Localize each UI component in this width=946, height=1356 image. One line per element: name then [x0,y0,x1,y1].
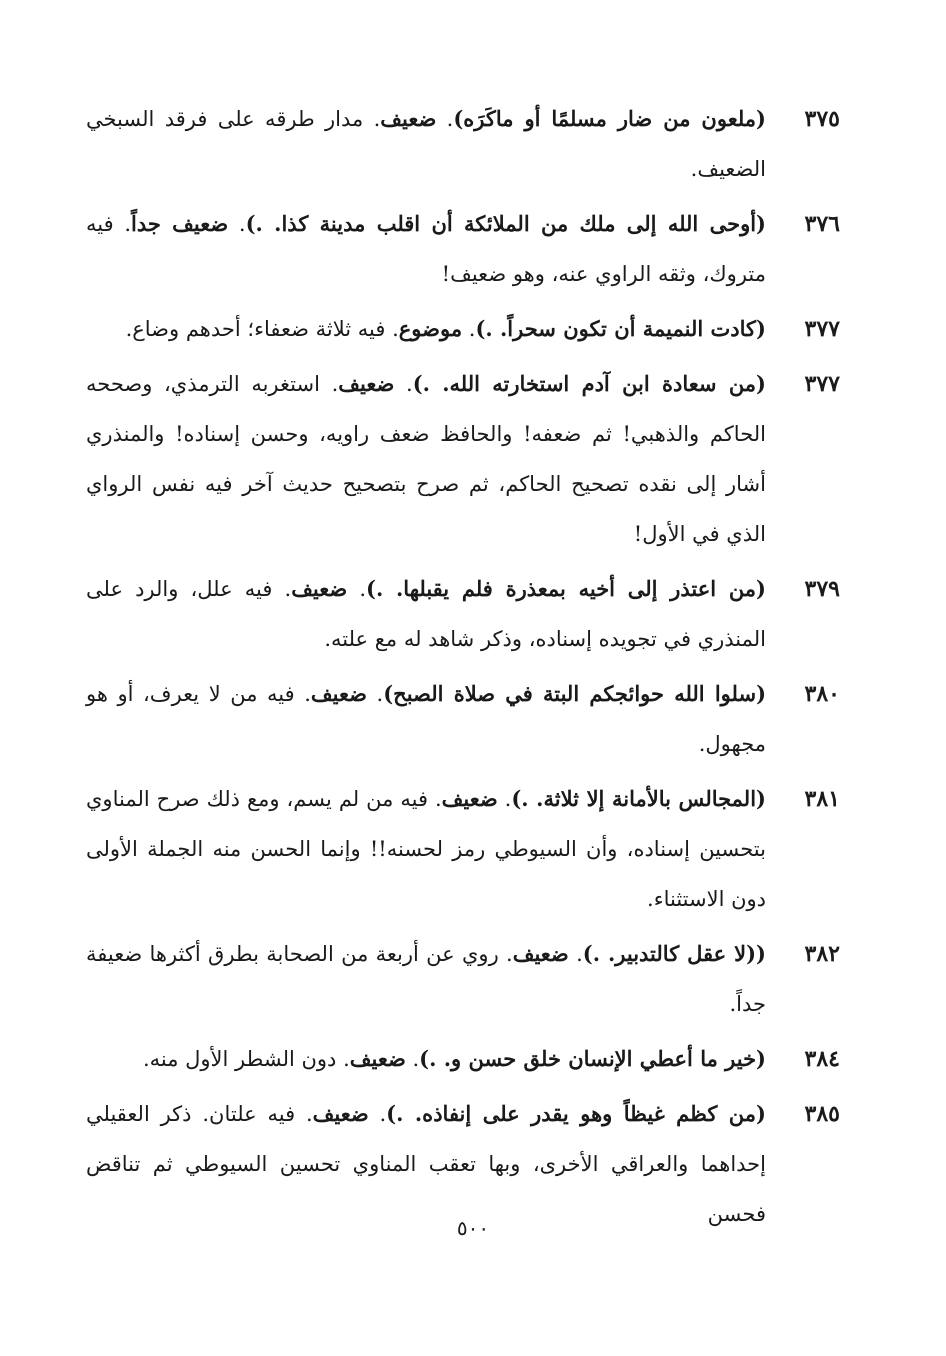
hadith-note: مدار طرقه على فرقد السبخي الضعيف. [86,107,766,181]
hadith-text: (من اعتذر إلى أخيه بمعذرة فلم يقبلها. .) [366,576,766,601]
entry-379: ٣٧٩ (من اعتذر إلى أخيه بمعذرة فلم يقبلها. .). ضعيف. فيه علل، والرد على المنذري في تجويده إسناده، وذكر شاهد له مع علته. [86,564,840,664]
hadith-note: فيه علل، والرد على المنذري في تجويده إسناده، وذكر شاهد له مع علته. [86,577,766,651]
entry-375: ٣٧٥ (ملعون من ضار مسلمًا أو ماكَرَه). ضعيف. مدار طرقه على فرقد السبخي الضعيف. [86,94,840,194]
entry-number: ٣٧٥ [804,106,840,132]
page-number: ٥٠٠ [456,1216,490,1240]
hadith-note: فيه علتان. ذكر العقيلي إحداهما والعراقي الأخرى، وبها تعقب المناوي تحسين السيوطي ثم تناقض فحسن [86,1102,766,1226]
hadith-text: (من كظم غيظاً وهو يقدر على إنفاذه. .) [386,1101,766,1126]
hadith-note: فيه من لم يسم، ومع ذلك صرح المناوي بتحسين إسناده، وأن السيوطي رمز لحسنه!! وإنما الحسن منه الجملة الأولى دون الاستثناء. [86,787,766,911]
hadith-text: ((لا عقل كالتدبير. .) [582,941,766,966]
hadith-grade: ضعيف [349,1046,406,1071]
entry-384: ٣٨٤ (خير ما أعطي الإنسان خلق حسن و. .). ضعيف. دون الشطر الأول منه. [86,1034,840,1084]
hadith-grade: ضعيف [441,786,498,811]
hadith-text: (خير ما أعطي الإنسان خلق حسن و. .) [419,1046,766,1071]
entry-number: ٣٧٩ [804,576,840,602]
hadith-text: (المجالس بالأمانة إلا ثلاثة. .) [511,786,766,811]
document-page [86,94,840,1244]
entry-number: ٣٨٥ [804,1101,840,1127]
hadith-grade: ضعيف [310,681,367,706]
entry-385: ٣٨٥ (من كظم غيظاً وهو يقدر على إنفاذه. .). ضعيف. فيه علتان. ذكر العقيلي إحداهما والعراقي الأخرى، وبها تعقب المناوي تحسين السيوطي ثم تناقض فحسن [86,1089,840,1239]
hadith-note: دون الشطر الأول منه. [142,1047,337,1071]
entry-381: ٣٨١ (المجالس بالأمانة إلا ثلاثة. .). ضعيف. فيه من لم يسم، ومع ذلك صرح المناوي بتحسين إسناده، وأن السيوطي رمز لحسنه!! وإنما الحسن منه الجملة الأولى دون الاستثناء. [86,774,840,924]
hadith-text: (ملعون من ضار مسلمًا أو ماكَرَه) [453,106,766,131]
hadith-note: فيه ثلاثة ضعفاء؛ أحدهم وضاع. [125,317,386,341]
hadith-text: (أوحى الله إلى ملك من الملائكة أن اقلب مدينة كذا. .) [245,211,766,236]
hadith-grade: ضعيف [291,576,348,601]
hadith-note: روي عن أربعة من الصحابة بطرق أكثرها ضعيفة جداً. [86,942,766,1016]
entry-377a: ٣٧٧ (كادت النميمة أن تكون سحراً. .). موضوع. فيه ثلاثة ضعفاء؛ أحدهم وضاع. [86,304,840,354]
hadith-text: (سلوا الله حوائجكم البتة في صلاة الصبح) [383,681,767,706]
entry-number: ٣٧٧ [804,371,840,397]
hadith-grade: موضوع [398,316,463,341]
entry-377b: ٣٧٧ (من سعادة ابن آدم استخارته الله. .). ضعيف. استغربه الترمذي، وصححه الحاكم والذهبي! ثم ضعفه! والحافظ ضعف راويه، وحسن إسناده! والمنذري أشار إلى نقده تصحيح الحاكم، ثم صرح بتصحيح حديث آخر فيه نفس الرواي الذي في الأول! [86,359,840,559]
hadith-grade: ضعيف [512,941,569,966]
hadith-note: فيه من لا يعرف، أو هو مجهول. [86,682,766,756]
entry-number: ٣٨٤ [804,1046,840,1072]
entry-number: ٣٧٦ [804,211,840,237]
hadith-grade: ضعيف [312,1101,369,1126]
hadith-text: (كادت النميمة أن تكون سحراً. .) [475,316,766,341]
entry-number: ٣٨١ [804,786,840,812]
hadith-note: استغربه الترمذي، وصححه الحاكم والذهبي! ثم ضعفه! والحافظ ضعف راويه، وحسن إسناده! والمنذري أشار إلى نقده تصحيح الحاكم، ثم صرح بتصحيح حديث آخر فيه نفس الرواي الذي في الأول! [86,372,766,546]
entry-380: ٣٨٠ (سلوا الله حوائجكم البتة في صلاة الصبح). ضعيف. فيه من لا يعرف، أو هو مجهول. [86,669,840,769]
hadith-note: فيه متروك، وثقه الراوي عنه، وهو ضعيف! [86,212,766,286]
entry-382: ٣٨٢ ((لا عقل كالتدبير. .). ضعيف. روي عن أربعة من الصحابة بطرق أكثرها ضعيفة جداً. [86,929,840,1029]
hadith-grade: ضعيف جداً [131,211,229,236]
entry-376: ٣٧٦ (أوحى الله إلى ملك من الملائكة أن اقلب مدينة كذا. .). ضعيف جداً. فيه متروك، وثقه الراوي عنه، وهو ضعيف! [86,199,840,299]
entry-number: ٣٧٧ [804,316,840,342]
hadith-text: (من سعادة ابن آدم استخارته الله. .) [412,371,766,396]
hadith-grade: ضعيف [380,106,437,131]
hadith-grade: ضعيف [338,371,395,396]
entry-number: ٣٨٢ [804,941,840,967]
entry-number: ٣٨٠ [804,681,840,707]
